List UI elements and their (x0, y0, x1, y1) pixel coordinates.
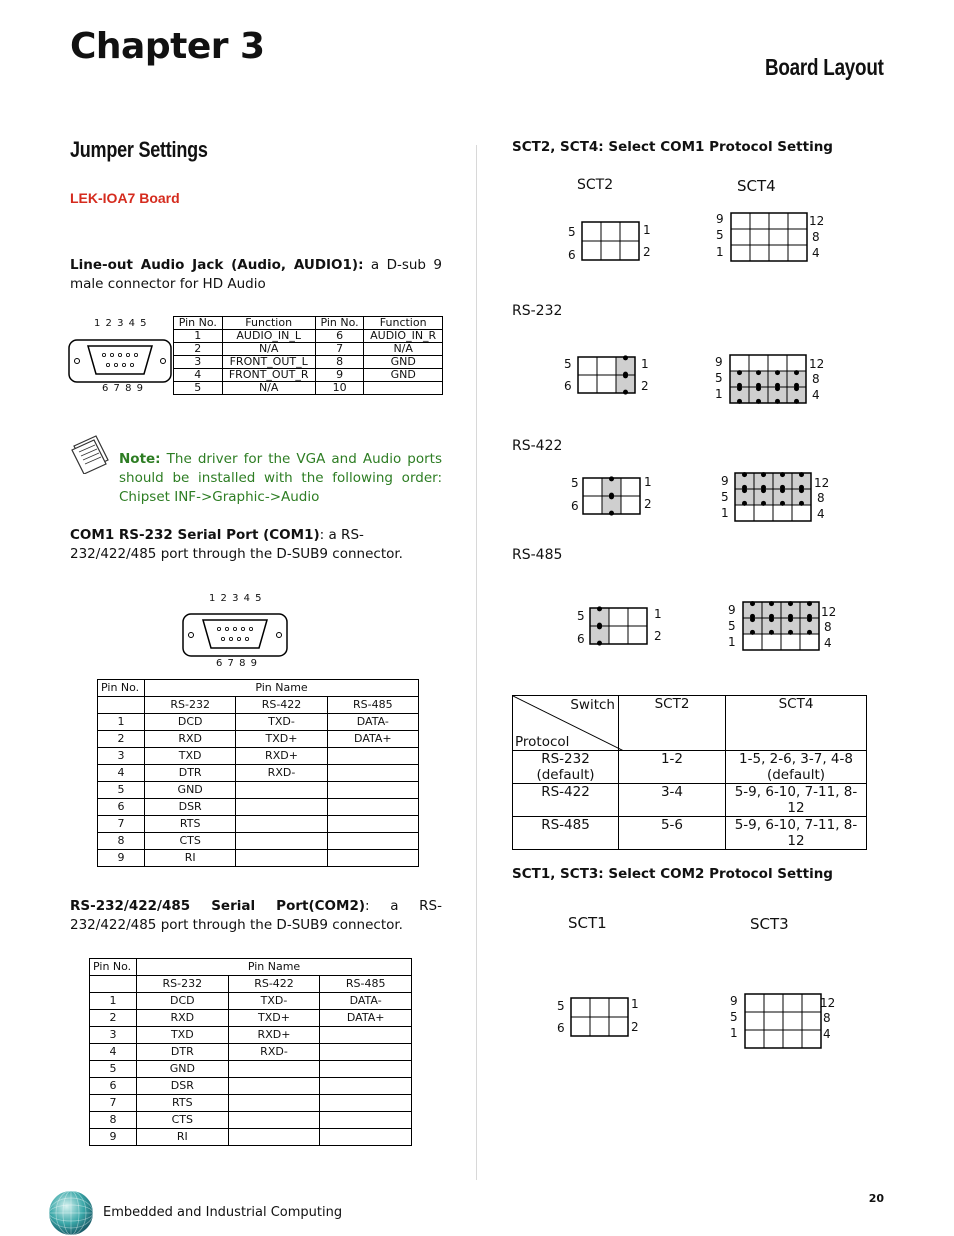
pin-number-label: 12 (821, 605, 837, 619)
table-cell: RTS (145, 816, 236, 833)
pin-number-label: 6 (564, 379, 572, 393)
table-header: RS-422 (236, 697, 327, 714)
table-cell: FRONT_OUT_R (222, 369, 315, 382)
table-cell (228, 1129, 320, 1146)
sct4-header-rs422 (732, 470, 814, 524)
table-row (90, 1129, 412, 1146)
pin-number-label: 1 (631, 997, 639, 1011)
jumper-dot (780, 501, 785, 506)
table-cell: 2 (174, 343, 223, 356)
table-cell: RS-232 (default) (513, 751, 619, 784)
table-cell (320, 1044, 412, 1061)
jumper-dot (794, 386, 799, 391)
audio-dsub-connector-icon (68, 338, 172, 384)
table-header-row (98, 680, 419, 697)
table-cell: TXD- (228, 993, 320, 1010)
table-cell: 7 (90, 1095, 137, 1112)
jumper-settings-heading: Jumper Settings (70, 137, 208, 162)
table-cell: 8 (315, 356, 364, 369)
table-header: Pin No. (174, 317, 223, 330)
table-cell (236, 833, 327, 850)
table-cell: 5-6 (619, 817, 726, 850)
table-cell: 5 (174, 382, 223, 395)
pin-number-label: 5 (716, 228, 724, 242)
jumper-dot (780, 472, 785, 477)
table-row (98, 816, 419, 833)
pin-number-label: 1 (730, 1026, 738, 1040)
jumper-dot (780, 488, 785, 493)
sct1-label: SCT1 (568, 914, 607, 932)
switch-label: Switch (570, 697, 615, 713)
com1-description (70, 526, 442, 564)
table-cell: DSR (137, 1078, 229, 1095)
table-cell: 9 (98, 850, 145, 867)
table-cell: 1 (90, 993, 137, 1010)
table-cell: 6 (98, 799, 145, 816)
table-header-row (174, 317, 443, 330)
table-cell: 3 (174, 356, 223, 369)
com2-heading: RS-232/422/485 Serial Port(COM2) (70, 898, 366, 914)
pin-number-label: 9 (728, 603, 736, 617)
jumper-dot (761, 488, 766, 493)
table-cell: DSR (145, 799, 236, 816)
pin-number-label: 1 (654, 607, 662, 621)
table-cell: RS-485 (513, 817, 619, 850)
table-cell: 1-2 (619, 751, 726, 784)
table-header: Function (222, 317, 315, 330)
table-row (90, 1095, 412, 1112)
pin-number-label: 5 (730, 1010, 738, 1024)
com2-pin-table (89, 958, 412, 1146)
pin-number-label: 1 (641, 357, 649, 371)
jumper-dot (597, 606, 602, 611)
table-subheader-row (90, 976, 412, 993)
note-label: Note: (119, 451, 161, 467)
table-cell: RXD- (228, 1044, 320, 1061)
pin-number-label: 12 (809, 357, 825, 371)
table-cell: RXD+ (228, 1027, 320, 1044)
table-header: RS-232 (137, 976, 229, 993)
jumper-dot (769, 630, 774, 635)
table-cell: GND (145, 782, 236, 799)
table-cell (327, 765, 418, 782)
table-row (90, 1027, 412, 1044)
pin-number-label: 5 (557, 999, 565, 1013)
table-cell: 7 (98, 816, 145, 833)
com1-pin-table (97, 679, 419, 867)
pin-number-label: 5 (728, 619, 736, 633)
table-cell: RXD (137, 1010, 229, 1027)
table-cell: 2 (90, 1010, 137, 1027)
sct4-header-rs232 (727, 352, 809, 406)
table-cell: RTS (137, 1095, 229, 1112)
sct2-header-rs232 (575, 354, 638, 396)
table-header: Pin No. (90, 959, 137, 976)
jumper-dot (775, 370, 780, 375)
section-title: Board Layout (765, 54, 884, 80)
pin-number-label: 5 (715, 371, 723, 385)
pin-number-label: 1 (643, 223, 651, 237)
pin-number-label: 1 (644, 475, 652, 489)
com1-dsub-connector-icon (182, 612, 288, 658)
jumper-dot (756, 386, 761, 391)
table-cell: AUDIO_IN_R (364, 330, 443, 343)
pin-number-label: 8 (824, 620, 832, 634)
note-text (119, 450, 442, 507)
jumper-dot (742, 501, 747, 506)
table-cell: TXD (137, 1027, 229, 1044)
pin-number-label: 9 (715, 355, 723, 369)
com1-connector-top-pins: 1 2 3 4 5 (209, 593, 263, 604)
table-row (513, 817, 867, 850)
table-header: Pin No. (98, 680, 145, 697)
pin-number-label: 2 (641, 379, 649, 393)
jumper-dot (623, 373, 628, 378)
jumper-dot (742, 488, 747, 493)
table-cell: RXD+ (236, 748, 327, 765)
table-cell: GND (137, 1061, 229, 1078)
pin-number-label: 2 (643, 245, 651, 259)
mode-label-rs485: RS-485 (512, 547, 563, 563)
table-cell: 4 (98, 765, 145, 782)
table-cell: 8 (90, 1112, 137, 1129)
table-row (90, 1078, 412, 1095)
table-header: Pin Name (137, 959, 412, 976)
table-cell: DATA- (327, 714, 418, 731)
table-header: Pin No. (315, 317, 364, 330)
table-cell: RXD- (236, 765, 327, 782)
table-cell (320, 1112, 412, 1129)
table-cell: RI (137, 1129, 229, 1146)
table-cell: 2 (98, 731, 145, 748)
table-cell (327, 816, 418, 833)
table-cell (327, 850, 418, 867)
jumper-dot (769, 601, 774, 606)
mode-label-rs422: RS-422 (512, 438, 563, 454)
sct3-label: SCT3 (750, 915, 789, 933)
table-row (90, 1061, 412, 1078)
table-cell: TXD+ (228, 1010, 320, 1027)
footer-text: Embedded and Industrial Computing (103, 1205, 343, 1220)
table-cell: AUDIO_IN_L (222, 330, 315, 343)
table-header: SCT2 (619, 696, 726, 751)
pin-number-label: 8 (812, 372, 820, 386)
table-cell (320, 1078, 412, 1095)
table-cell: 10 (315, 382, 364, 395)
pin-number-label: 9 (716, 212, 724, 226)
jumper-dot (769, 617, 774, 622)
table-cell: 1 (98, 714, 145, 731)
jumper-dot (799, 501, 804, 506)
table-cell: 7 (315, 343, 364, 356)
jumper-dot (794, 399, 799, 404)
pin-number-label: 1 (715, 387, 723, 401)
pin-number-label: 5 (571, 476, 579, 490)
pin-number-label: 8 (812, 230, 820, 244)
table-cell (327, 799, 418, 816)
pin-number-label: 12 (809, 214, 825, 228)
pin-number-label: 4 (812, 388, 820, 402)
table-cell (327, 833, 418, 850)
table-cell: 3 (98, 748, 145, 765)
table-row (174, 382, 443, 395)
table-cell (320, 1061, 412, 1078)
column-divider (476, 145, 477, 1180)
jumper-dot (807, 630, 812, 635)
sct2-header-rs422 (580, 475, 643, 517)
pin-number-label: 9 (721, 474, 729, 488)
jumper-dot (737, 399, 742, 404)
audio-connector-bottom-pins: 6 7 8 9 (102, 383, 144, 394)
table-cell: RS-422 (513, 784, 619, 817)
pin-number-label: 6 (577, 632, 585, 646)
jumper-dot (775, 399, 780, 404)
pin-number-label: 4 (812, 246, 820, 260)
sct4-label: SCT4 (737, 177, 776, 195)
table-cell: TXD- (236, 714, 327, 731)
pin-number-label: 2 (631, 1020, 639, 1034)
protocol-label: Protocol (515, 734, 570, 750)
table-cell (90, 976, 137, 993)
jumper-dot (788, 601, 793, 606)
pin-number-label: 5 (568, 225, 576, 239)
sct2-header-blank (579, 219, 642, 263)
table-cell: DTR (137, 1044, 229, 1061)
jumper-dot (750, 630, 755, 635)
table-cell: 5-9, 6-10, 7-11, 8-12 (726, 817, 867, 850)
table-row (98, 765, 419, 782)
com1-text: : a RS-232/422/485 port through the D-SUB9 connector. (70, 527, 403, 562)
sct4-header-blank (728, 210, 810, 264)
table-cell: DTR (145, 765, 236, 782)
jumper-dot (742, 472, 747, 477)
table-cell: N/A (222, 343, 315, 356)
pin-number-label: 6 (557, 1021, 565, 1035)
table-cell (327, 748, 418, 765)
table-header: RS-485 (327, 697, 418, 714)
pin-number-label: 5 (721, 490, 729, 504)
jumper-dot (794, 370, 799, 375)
table-cell (236, 799, 327, 816)
table-header: Function (364, 317, 443, 330)
com2-text: : a RS-232/422/485 port through the D-SUB9 connector. (70, 898, 442, 933)
jumper-dot (761, 472, 766, 477)
table-cell (228, 1078, 320, 1095)
table-row (90, 1112, 412, 1129)
pin-number-label: 1 (716, 245, 724, 259)
pin-number-label: 5 (577, 609, 585, 623)
table-header: RS-422 (228, 976, 320, 993)
jumper-dot (788, 630, 793, 635)
jumper-dot (609, 494, 614, 499)
table-row (513, 784, 867, 817)
table-cell: TXD (145, 748, 236, 765)
table-cell (320, 1027, 412, 1044)
table-cell: N/A (364, 343, 443, 356)
pin-number-label: 12 (814, 476, 830, 490)
table-row (513, 751, 867, 784)
table-cell: 5 (98, 782, 145, 799)
table-cell: 4 (174, 369, 223, 382)
table-cell: GND (364, 356, 443, 369)
sct2-header-rs485 (587, 605, 650, 647)
table-cell: 9 (90, 1129, 137, 1146)
table-cell: RXD (145, 731, 236, 748)
table-cell: 5-9, 6-10, 7-11, 8-12 (726, 784, 867, 817)
sct3-header-blank (742, 991, 824, 1051)
jumper-dot (756, 370, 761, 375)
table-cell: RI (145, 850, 236, 867)
table-cell (228, 1095, 320, 1112)
table-cell: DATA+ (327, 731, 418, 748)
jumper-dot (807, 601, 812, 606)
table-row (98, 748, 419, 765)
table-cell (236, 816, 327, 833)
table-cell (320, 1129, 412, 1146)
table-row (90, 1010, 412, 1027)
mode-label-rs232: RS-232 (512, 303, 563, 319)
jumper-dot (609, 476, 614, 481)
pin-number-label: 8 (823, 1011, 831, 1025)
board-label: LEK-IOA7 Board (70, 190, 180, 206)
pin-number-label: 4 (817, 507, 825, 521)
table-cell (236, 850, 327, 867)
sct1-header-blank (568, 995, 631, 1039)
jumper-dot (609, 511, 614, 516)
jumper-dot (807, 617, 812, 622)
jumper-dot (623, 355, 628, 360)
jumper-dot (788, 617, 793, 622)
table-cell: TXD+ (236, 731, 327, 748)
table-cell: 1-5, 2-6, 3-7, 4-8 (default) (726, 751, 867, 784)
table-row (174, 343, 443, 356)
jumper-dot (756, 399, 761, 404)
pin-number-label: 2 (654, 629, 662, 643)
table-row (90, 993, 412, 1010)
table-cell: 3 (90, 1027, 137, 1044)
table-row (90, 1044, 412, 1061)
table-header: Pin Name (145, 680, 419, 697)
table-row (98, 799, 419, 816)
table-cell: CTS (137, 1112, 229, 1129)
table-header: RS-232 (145, 697, 236, 714)
table-row (98, 731, 419, 748)
table-subheader-row (98, 697, 419, 714)
table-header: RS-485 (320, 976, 412, 993)
pin-number-label: 2 (644, 497, 652, 511)
jumper-dot (750, 617, 755, 622)
table-header-row (513, 696, 867, 751)
note-icon (70, 432, 110, 474)
company-logo-globe-icon (48, 1190, 94, 1236)
jumper-dot (799, 472, 804, 477)
table-cell (364, 382, 443, 395)
pin-number-label: 8 (817, 491, 825, 505)
com1-heading: COM1 RS-232 Serial Port (COM1) (70, 527, 320, 543)
pin-number-label: 1 (721, 506, 729, 520)
chapter-title: Chapter 3 (70, 26, 265, 67)
table-row (174, 330, 443, 343)
pin-number-label: 6 (571, 499, 579, 513)
table-cell: DATA+ (320, 1010, 412, 1027)
audio-text: a D-sub 9 male connector for HD Audio (70, 257, 442, 292)
table-cell: DCD (137, 993, 229, 1010)
table-cell: 3-4 (619, 784, 726, 817)
jumper-dot (775, 386, 780, 391)
table-cell: 6 (315, 330, 364, 343)
sct4-header-rs485 (740, 599, 822, 653)
audio-description (70, 256, 442, 294)
com1-protocol-title: SCT2, SCT4: Select COM1 Protocol Setting (512, 139, 833, 155)
jumper-dot (597, 624, 602, 629)
audio-pin-table (173, 316, 443, 395)
com2-description (70, 897, 442, 935)
pin-number-label: 4 (823, 1027, 831, 1041)
table-cell (98, 697, 145, 714)
com2-protocol-title: SCT1, SCT3: Select COM2 Protocol Setting (512, 866, 833, 882)
table-cell: 4 (90, 1044, 137, 1061)
jumper-dot (737, 370, 742, 375)
jumper-dot (597, 641, 602, 646)
jumper-dot (761, 501, 766, 506)
table-cell: DATA- (320, 993, 412, 1010)
table-cell: 5 (90, 1061, 137, 1078)
jumper-dot (737, 386, 742, 391)
table-row (98, 833, 419, 850)
table-cell: GND (364, 369, 443, 382)
pin-number-label: 9 (730, 994, 738, 1008)
table-cell: N/A (222, 382, 315, 395)
table-cell (228, 1112, 320, 1129)
jumper-dot (750, 601, 755, 606)
table-row (98, 850, 419, 867)
table-row (98, 782, 419, 799)
table-row (174, 369, 443, 382)
audio-connector-top-pins: 1 2 3 4 5 (94, 318, 148, 329)
pin-number-label: 12 (820, 996, 836, 1010)
pin-number-label: 6 (568, 248, 576, 262)
pin-number-label: 4 (824, 636, 832, 650)
table-header-row (90, 959, 412, 976)
table-cell (320, 1095, 412, 1112)
table-row (98, 714, 419, 731)
switch-protocol-header (513, 696, 619, 751)
pin-number-label: 5 (564, 357, 572, 371)
table-cell: 9 (315, 369, 364, 382)
audio-heading: Line-out Audio Jack (Audio, AUDIO1): (70, 257, 364, 273)
table-cell (236, 782, 327, 799)
table-header: SCT4 (726, 696, 867, 751)
table-cell: CTS (145, 833, 236, 850)
sct2-label: SCT2 (577, 177, 614, 193)
jumper-dot (799, 488, 804, 493)
com1-connector-bottom-pins: 6 7 8 9 (216, 658, 258, 669)
jumper-dot (623, 390, 628, 395)
table-cell: 8 (98, 833, 145, 850)
table-cell: DCD (145, 714, 236, 731)
table-row (174, 356, 443, 369)
table-cell: 1 (174, 330, 223, 343)
protocol-table (512, 695, 867, 850)
page-number: 20 (868, 1192, 884, 1205)
table-cell: FRONT_OUT_L (222, 356, 315, 369)
pin-number-label: 1 (728, 635, 736, 649)
table-cell: 6 (90, 1078, 137, 1095)
table-cell (228, 1061, 320, 1078)
note-body: The driver for the VGA and Audio ports should be installed with the following order: Chipset INF->Graphic->Audio (119, 451, 442, 505)
table-cell (327, 782, 418, 799)
